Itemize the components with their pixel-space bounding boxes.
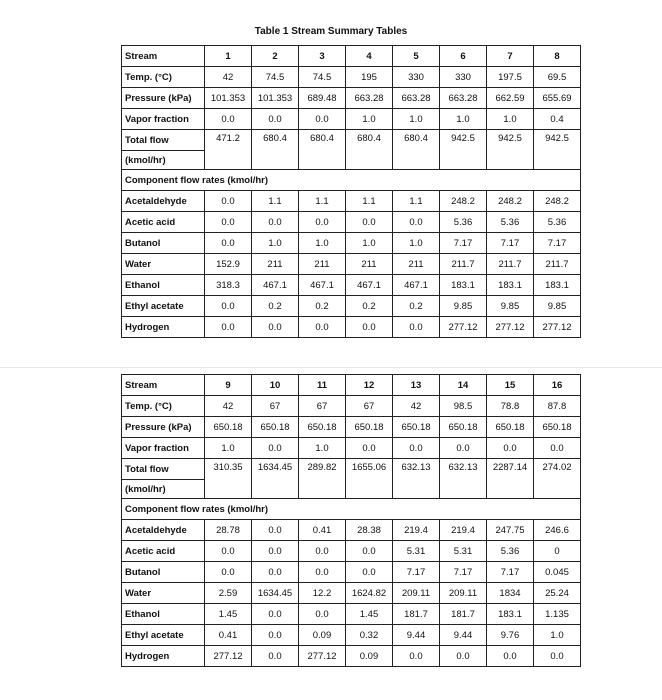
value-cell: 0.0 bbox=[440, 646, 487, 667]
value-cell: 0.0 bbox=[252, 520, 299, 541]
component-label: Butanol bbox=[122, 562, 205, 583]
value-cell: 0.045 bbox=[534, 562, 581, 583]
value-cell: 87.8 bbox=[534, 396, 581, 417]
value-cell: 1.0 bbox=[393, 233, 440, 254]
value-cell: 680.4 bbox=[393, 130, 440, 170]
stream-number: 8 bbox=[534, 46, 581, 67]
value-cell: 650.18 bbox=[346, 417, 393, 438]
value-cell: 0.41 bbox=[299, 520, 346, 541]
value-cell: 650.18 bbox=[205, 417, 252, 438]
value-cell: 680.4 bbox=[346, 130, 393, 170]
value-cell: 1834 bbox=[487, 583, 534, 604]
value-cell: 277.12 bbox=[440, 317, 487, 338]
stream-number: 9 bbox=[205, 375, 252, 396]
value-cell: 7.17 bbox=[487, 233, 534, 254]
value-cell: 0.2 bbox=[299, 296, 346, 317]
value-cell: 9.44 bbox=[440, 625, 487, 646]
value-cell: 663.28 bbox=[440, 88, 487, 109]
component-label: Butanol bbox=[122, 233, 205, 254]
value-cell: 1655.06 bbox=[346, 459, 393, 499]
vapor-fraction-row-label: Vapor fraction bbox=[122, 109, 205, 130]
value-cell: 1.45 bbox=[346, 604, 393, 625]
value-cell: 0.0 bbox=[252, 562, 299, 583]
value-cell: 0.0 bbox=[346, 317, 393, 338]
value-cell: 183.1 bbox=[534, 275, 581, 296]
value-cell: 28.78 bbox=[205, 520, 252, 541]
value-cell: 78.8 bbox=[487, 396, 534, 417]
stream-number: 6 bbox=[440, 46, 487, 67]
value-cell: 9.85 bbox=[440, 296, 487, 317]
component-row bbox=[122, 275, 581, 296]
vapor-fraction-row-label: Vapor fraction bbox=[122, 438, 205, 459]
value-cell: 942.5 bbox=[487, 130, 534, 170]
component-row bbox=[122, 562, 581, 583]
value-cell: 0.09 bbox=[346, 646, 393, 667]
total-flow-row bbox=[122, 459, 581, 480]
value-cell: 0.0 bbox=[252, 317, 299, 338]
value-cell: 632.13 bbox=[393, 459, 440, 499]
value-cell: 0.0 bbox=[487, 646, 534, 667]
component-row bbox=[122, 646, 581, 667]
component-label: Ethanol bbox=[122, 275, 205, 296]
stream-number: 12 bbox=[346, 375, 393, 396]
value-cell: 183.1 bbox=[440, 275, 487, 296]
value-cell: 1.0 bbox=[346, 233, 393, 254]
component-label: Acetic acid bbox=[122, 541, 205, 562]
value-cell: 277.12 bbox=[299, 646, 346, 667]
value-cell: 0.0 bbox=[393, 212, 440, 233]
component-label: Water bbox=[122, 583, 205, 604]
value-cell: 0.0 bbox=[299, 562, 346, 583]
value-cell: 1.0 bbox=[534, 625, 581, 646]
pressure-row-label: Pressure (kPa) bbox=[122, 88, 205, 109]
stream-number: 16 bbox=[534, 375, 581, 396]
value-cell: 1.0 bbox=[299, 233, 346, 254]
value-cell: 0.0 bbox=[346, 212, 393, 233]
component-row bbox=[122, 317, 581, 338]
value-cell: 318.3 bbox=[205, 275, 252, 296]
component-row bbox=[122, 583, 581, 604]
value-cell: 650.18 bbox=[487, 417, 534, 438]
stream-number: 3 bbox=[299, 46, 346, 67]
component-flow-header: Component flow rates (kmol/hr) bbox=[122, 170, 581, 191]
value-cell: 101.353 bbox=[205, 88, 252, 109]
value-cell: 211.7 bbox=[440, 254, 487, 275]
stream-header-row bbox=[122, 46, 581, 67]
stream-number: 11 bbox=[299, 375, 346, 396]
value-cell: 274.02 bbox=[534, 459, 581, 499]
value-cell: 42 bbox=[393, 396, 440, 417]
component-row bbox=[122, 233, 581, 254]
total-flow-unit-label: (kmol/hr) bbox=[122, 480, 205, 499]
value-cell: 0.0 bbox=[252, 438, 299, 459]
component-flow-header: Component flow rates (kmol/hr) bbox=[122, 499, 581, 520]
value-cell: 219.4 bbox=[440, 520, 487, 541]
value-cell: 0.2 bbox=[393, 296, 440, 317]
value-cell: 9.44 bbox=[393, 625, 440, 646]
component-row bbox=[122, 541, 581, 562]
value-cell: 467.1 bbox=[346, 275, 393, 296]
value-cell: 0.0 bbox=[440, 438, 487, 459]
component-label: Hydrogen bbox=[122, 317, 205, 338]
value-cell: 0.0 bbox=[299, 109, 346, 130]
value-cell: 248.2 bbox=[440, 191, 487, 212]
value-cell: 42 bbox=[205, 67, 252, 88]
value-cell: 247.75 bbox=[487, 520, 534, 541]
value-cell: 0.09 bbox=[299, 625, 346, 646]
value-cell: 5.31 bbox=[440, 541, 487, 562]
value-cell: 67 bbox=[299, 396, 346, 417]
temp-row bbox=[122, 67, 581, 88]
table-caption: Table 1 Stream Summary Tables bbox=[254, 26, 408, 37]
value-cell: 12.2 bbox=[299, 583, 346, 604]
value-cell: 942.5 bbox=[440, 130, 487, 170]
stream-number: 15 bbox=[487, 375, 534, 396]
value-cell: 467.1 bbox=[252, 275, 299, 296]
component-header-row bbox=[122, 170, 581, 191]
value-cell: 67 bbox=[346, 396, 393, 417]
value-cell: 0.0 bbox=[205, 562, 252, 583]
value-cell: 28.38 bbox=[346, 520, 393, 541]
value-cell: 0.0 bbox=[205, 109, 252, 130]
stream-number: 4 bbox=[346, 46, 393, 67]
value-cell: 650.18 bbox=[534, 417, 581, 438]
value-cell: 277.12 bbox=[487, 317, 534, 338]
component-label: Acetic acid bbox=[122, 212, 205, 233]
stream-number: 13 bbox=[393, 375, 440, 396]
value-cell: 467.1 bbox=[299, 275, 346, 296]
value-cell: 0.0 bbox=[299, 541, 346, 562]
value-cell: 181.7 bbox=[393, 604, 440, 625]
value-cell: 0.41 bbox=[205, 625, 252, 646]
value-cell: 5.36 bbox=[487, 212, 534, 233]
value-cell: 0.0 bbox=[205, 191, 252, 212]
value-cell: 211.7 bbox=[487, 254, 534, 275]
value-cell: 680.4 bbox=[252, 130, 299, 170]
component-label: Hydrogen bbox=[122, 646, 205, 667]
stream-summary-table-1 bbox=[121, 45, 581, 338]
value-cell: 1.135 bbox=[534, 604, 581, 625]
value-cell: 0.0 bbox=[299, 317, 346, 338]
value-cell: 219.4 bbox=[393, 520, 440, 541]
component-row bbox=[122, 604, 581, 625]
component-row bbox=[122, 296, 581, 317]
component-label: Water bbox=[122, 254, 205, 275]
value-cell: 0.0 bbox=[346, 562, 393, 583]
stream-number: 14 bbox=[440, 375, 487, 396]
value-cell: 655.69 bbox=[534, 88, 581, 109]
value-cell: 211 bbox=[393, 254, 440, 275]
pressure-row bbox=[122, 88, 581, 109]
temp-row-label: Temp. (°C) bbox=[122, 67, 205, 88]
total-flow-label: Total flow bbox=[122, 459, 205, 480]
value-cell: 211 bbox=[252, 254, 299, 275]
component-row bbox=[122, 520, 581, 541]
stream-summary-table-2 bbox=[121, 374, 581, 667]
value-cell: 209.11 bbox=[440, 583, 487, 604]
value-cell: 1.0 bbox=[205, 438, 252, 459]
value-cell: 195 bbox=[346, 67, 393, 88]
value-cell: 689.48 bbox=[299, 88, 346, 109]
component-header-row bbox=[122, 499, 581, 520]
value-cell: 1.1 bbox=[393, 191, 440, 212]
value-cell: 183.1 bbox=[487, 604, 534, 625]
value-cell: 101.353 bbox=[252, 88, 299, 109]
value-cell: 5.36 bbox=[440, 212, 487, 233]
value-cell: 0.2 bbox=[252, 296, 299, 317]
value-cell: 2287.14 bbox=[487, 459, 534, 499]
value-cell: 277.12 bbox=[205, 646, 252, 667]
value-cell: 0.0 bbox=[252, 212, 299, 233]
value-cell: 310.35 bbox=[205, 459, 252, 499]
value-cell: 2.59 bbox=[205, 583, 252, 604]
value-cell: 211.7 bbox=[534, 254, 581, 275]
value-cell: 211 bbox=[299, 254, 346, 275]
value-cell: 5.36 bbox=[534, 212, 581, 233]
value-cell: 0.0 bbox=[393, 646, 440, 667]
value-cell: 0.0 bbox=[346, 438, 393, 459]
value-cell: 680.4 bbox=[299, 130, 346, 170]
value-cell: 0.0 bbox=[205, 233, 252, 254]
value-cell: 248.2 bbox=[487, 191, 534, 212]
vapor-fraction-row bbox=[122, 109, 581, 130]
pressure-row-label: Pressure (kPa) bbox=[122, 417, 205, 438]
value-cell: 1.1 bbox=[299, 191, 346, 212]
value-cell: 277.12 bbox=[534, 317, 581, 338]
total-flow-unit-label: (kmol/hr) bbox=[122, 151, 205, 170]
value-cell: 0.32 bbox=[346, 625, 393, 646]
vapor-fraction-row bbox=[122, 438, 581, 459]
value-cell: 7.17 bbox=[440, 233, 487, 254]
value-cell: 0.0 bbox=[393, 438, 440, 459]
component-label: Acetaldehyde bbox=[122, 191, 205, 212]
value-cell: 0.0 bbox=[205, 212, 252, 233]
value-cell: 663.28 bbox=[346, 88, 393, 109]
value-cell: 5.31 bbox=[393, 541, 440, 562]
value-cell: 152.9 bbox=[205, 254, 252, 275]
temp-row bbox=[122, 396, 581, 417]
value-cell: 1.1 bbox=[252, 191, 299, 212]
value-cell: 0.0 bbox=[252, 646, 299, 667]
value-cell: 9.76 bbox=[487, 625, 534, 646]
value-cell: 650.18 bbox=[440, 417, 487, 438]
value-cell: 650.18 bbox=[393, 417, 440, 438]
value-cell: 330 bbox=[440, 67, 487, 88]
value-cell: 0.0 bbox=[252, 604, 299, 625]
value-cell: 5.36 bbox=[487, 541, 534, 562]
value-cell: 181.7 bbox=[440, 604, 487, 625]
value-cell: 67 bbox=[252, 396, 299, 417]
value-cell: 632.13 bbox=[440, 459, 487, 499]
temp-row-label: Temp. (°C) bbox=[122, 396, 205, 417]
value-cell: 0.0 bbox=[487, 438, 534, 459]
component-label: Ethanol bbox=[122, 604, 205, 625]
value-cell: 0.0 bbox=[205, 296, 252, 317]
value-cell: 0.2 bbox=[346, 296, 393, 317]
value-cell: 74.5 bbox=[252, 67, 299, 88]
value-cell: 211 bbox=[346, 254, 393, 275]
value-cell: 0.0 bbox=[534, 646, 581, 667]
value-cell: 7.17 bbox=[440, 562, 487, 583]
value-cell: 1.0 bbox=[487, 109, 534, 130]
value-cell: 1.0 bbox=[252, 233, 299, 254]
value-cell: 0.0 bbox=[252, 625, 299, 646]
value-cell: 942.5 bbox=[534, 130, 581, 170]
stream-number: 7 bbox=[487, 46, 534, 67]
value-cell: 0.0 bbox=[299, 604, 346, 625]
stream-number: 10 bbox=[252, 375, 299, 396]
stream-header-row bbox=[122, 375, 581, 396]
value-cell: 9.85 bbox=[534, 296, 581, 317]
value-cell: 1.0 bbox=[299, 438, 346, 459]
value-cell: 25.24 bbox=[534, 583, 581, 604]
value-cell: 1.1 bbox=[346, 191, 393, 212]
value-cell: 1634.45 bbox=[252, 459, 299, 499]
component-row bbox=[122, 191, 581, 212]
component-row bbox=[122, 625, 581, 646]
value-cell: 1.0 bbox=[393, 109, 440, 130]
value-cell: 0.0 bbox=[534, 438, 581, 459]
stream-number: 1 bbox=[205, 46, 252, 67]
value-cell: 197.5 bbox=[487, 67, 534, 88]
component-label: Acetaldehyde bbox=[122, 520, 205, 541]
value-cell: 42 bbox=[205, 396, 252, 417]
value-cell: 662.59 bbox=[487, 88, 534, 109]
stream-label: Stream bbox=[122, 375, 205, 396]
value-cell: 289.82 bbox=[299, 459, 346, 499]
value-cell: 0.0 bbox=[393, 317, 440, 338]
value-cell: 471.2 bbox=[205, 130, 252, 170]
value-cell: 248.2 bbox=[534, 191, 581, 212]
value-cell: 0.0 bbox=[205, 541, 252, 562]
value-cell: 1634.45 bbox=[252, 583, 299, 604]
page-divider bbox=[0, 367, 662, 368]
value-cell: 7.17 bbox=[487, 562, 534, 583]
value-cell: 0.0 bbox=[252, 109, 299, 130]
value-cell: 209.11 bbox=[393, 583, 440, 604]
value-cell: 0.0 bbox=[299, 212, 346, 233]
pressure-row bbox=[122, 417, 581, 438]
component-label: Ethyl acetate bbox=[122, 296, 205, 317]
component-row bbox=[122, 254, 581, 275]
value-cell: 0.0 bbox=[205, 317, 252, 338]
value-cell: 74.5 bbox=[299, 67, 346, 88]
value-cell: 7.17 bbox=[534, 233, 581, 254]
value-cell: 1.0 bbox=[346, 109, 393, 130]
value-cell: 650.18 bbox=[299, 417, 346, 438]
value-cell: 1624.82 bbox=[346, 583, 393, 604]
value-cell: 0 bbox=[534, 541, 581, 562]
value-cell: 663.28 bbox=[393, 88, 440, 109]
stream-number: 2 bbox=[252, 46, 299, 67]
stream-number: 5 bbox=[393, 46, 440, 67]
value-cell: 650.18 bbox=[252, 417, 299, 438]
value-cell: 1.45 bbox=[205, 604, 252, 625]
value-cell: 9.85 bbox=[487, 296, 534, 317]
component-row bbox=[122, 212, 581, 233]
total-flow-row bbox=[122, 130, 581, 151]
value-cell: 98.5 bbox=[440, 396, 487, 417]
value-cell: 0.4 bbox=[534, 109, 581, 130]
total-flow-label: Total flow bbox=[122, 130, 205, 151]
stream-label: Stream bbox=[122, 46, 205, 67]
value-cell: 69.5 bbox=[534, 67, 581, 88]
value-cell: 467.1 bbox=[393, 275, 440, 296]
value-cell: 0.0 bbox=[252, 541, 299, 562]
value-cell: 7.17 bbox=[393, 562, 440, 583]
value-cell: 0.0 bbox=[346, 541, 393, 562]
value-cell: 183.1 bbox=[487, 275, 534, 296]
value-cell: 1.0 bbox=[440, 109, 487, 130]
value-cell: 246.6 bbox=[534, 520, 581, 541]
value-cell: 330 bbox=[393, 67, 440, 88]
component-label: Ethyl acetate bbox=[122, 625, 205, 646]
